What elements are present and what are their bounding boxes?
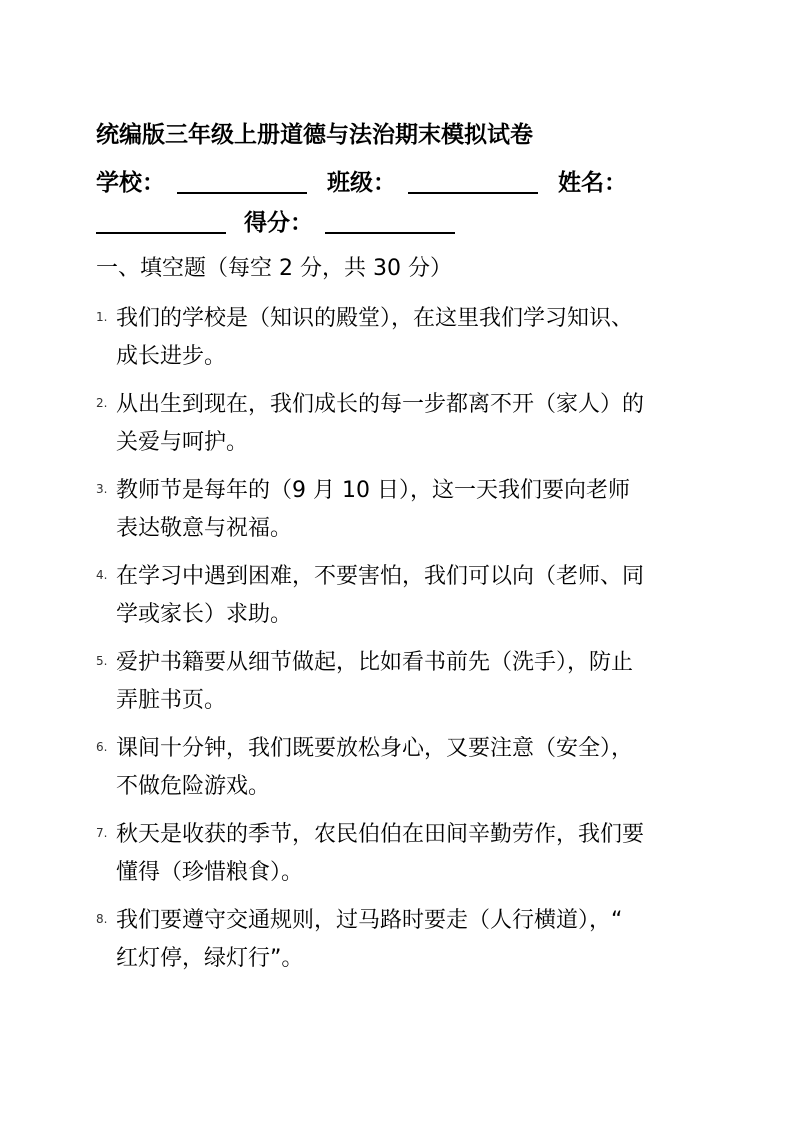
question-text — [116, 300, 706, 376]
exam-title: 统编版三年级上册道德与法治期末模拟试卷 — [96, 122, 533, 148]
question-text — [116, 472, 706, 548]
question-line: 懂得（珍惜粮食）。 — [116, 860, 304, 885]
question-text — [116, 558, 706, 634]
question-line: 红灯停，绿灯行”。 — [116, 946, 304, 971]
class-label: 班级： — [327, 170, 396, 196]
question-number: 3. — [96, 482, 108, 496]
question-number: 5. — [96, 654, 108, 668]
name-blank — [96, 206, 226, 234]
name-label: 姓名： — [558, 170, 627, 196]
score-blank — [325, 206, 455, 234]
question-line: 表达敬意与祝福。 — [116, 516, 293, 541]
school-label: 学校： — [96, 170, 165, 196]
question-text — [116, 902, 706, 978]
question-text — [116, 816, 706, 892]
question-line: 关爱与呵护。 — [116, 430, 249, 455]
question-number: 7. — [96, 826, 108, 840]
school-blank — [177, 166, 307, 194]
class-blank — [408, 166, 538, 194]
question-line: 我们的学校是（知识的殿堂），在这里我们学习知识、 — [116, 306, 634, 331]
question-line: 我们要遵守交通规则，过马路时要走（人行横道），“ — [116, 908, 623, 933]
student-info-row-2 — [96, 206, 455, 240]
question-line: 在学习中遇到困难，不要害怕，我们可以向（老师、同 — [116, 564, 645, 589]
question-number: 4. — [96, 568, 108, 582]
question-number: 8. — [96, 912, 108, 926]
score-label: 得分： — [244, 210, 313, 236]
question-line: 不做危险游戏。 — [116, 774, 271, 799]
question-line: 从出生到现在，我们成长的每一步都离不开（家人）的 — [116, 392, 645, 417]
question-line: 成长进步。 — [116, 344, 227, 369]
question-number: 2. — [96, 396, 108, 410]
question-text — [116, 386, 706, 462]
question-text — [116, 730, 706, 806]
student-info-row-1 — [96, 166, 627, 200]
question-line: 弄脏书页。 — [116, 688, 227, 713]
question-line: 课间十分钟，我们既要放松身心，又要注意（安全）， — [116, 736, 634, 761]
question-line: 爱护书籍要从细节做起，比如看书前先（洗手），防止 — [116, 650, 634, 675]
question-number: 6. — [96, 740, 108, 754]
question-text — [116, 644, 706, 720]
section-heading: 一、填空题（每空 2 分，共 30 分） — [96, 256, 452, 281]
question-line: 秋天是收获的季节，农民伯伯在田间辛勤劳作，我们要 — [116, 822, 645, 847]
question-number: 1. — [96, 310, 108, 324]
question-line: 教师节是每年的（9 月 10 日），这一天我们要向老师 — [116, 478, 630, 503]
question-line: 学或家长）求助。 — [116, 602, 293, 627]
